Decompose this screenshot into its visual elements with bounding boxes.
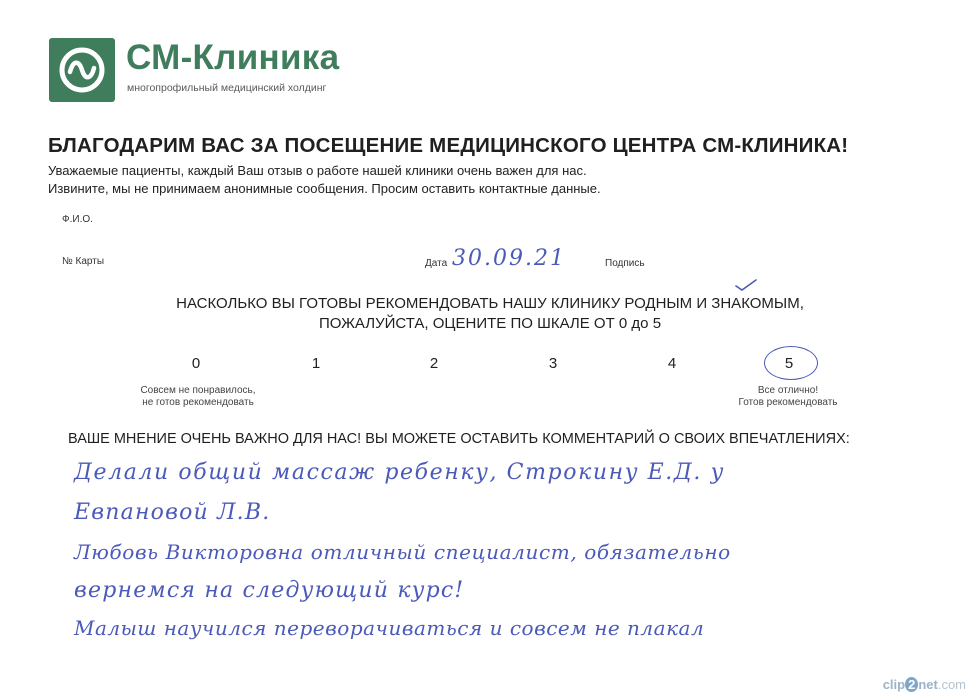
scale-high-note-line-1: Все отлично!	[757, 385, 819, 396]
score-1[interactable]: 1	[311, 355, 321, 372]
comment-line-4: вернемся на следующий курс!	[74, 578, 465, 603]
selected-score-circle	[764, 346, 818, 380]
watermark	[883, 677, 966, 692]
rating-question-line-1: НАСКОЛЬКО ВЫ ГОТОВЫ РЕКОМЕНДОВАТЬ НАШУ КЛИНИКУ РОДНЫМ И ЗНАКОМЫМ,	[176, 295, 804, 312]
comment-line-5: Малыш научился переворачиваться и совсем не плакал	[74, 616, 705, 640]
watermark-part-2: 2	[905, 677, 918, 692]
clinic-logo-icon	[49, 38, 115, 102]
scale-low-note-line-1: Совсем не понравилось,	[140, 385, 256, 396]
brand-subtitle: многопрофильный медицинский холдинг	[127, 82, 327, 94]
fio-label: Ф.И.О.	[62, 214, 93, 225]
comment-heading: ВАШЕ МНЕНИЕ ОЧЕНЬ ВАЖНО ДЛЯ НАС! ВЫ МОЖЕТЕ ОСТАВИТЬ КОММЕНТАРИЙ О СВОИХ ВПЕЧАТЛЕНИЯХ:	[68, 431, 850, 447]
comment-line-1: Делали общий массаж ребенку, Строкину Е.Д. у	[74, 460, 725, 485]
brand-name: СМ-Клиника	[126, 38, 340, 77]
intro-line-2: Извините, мы не принимаем анонимные сообщения. Просим оставить контактные данные.	[48, 181, 601, 196]
scale-low-note	[118, 385, 278, 409]
scale-high-note-line-2: Готов рекомендовать	[738, 397, 838, 408]
signature-label: Подпись	[605, 258, 645, 269]
comment-line-2: Евпановой Л.В.	[74, 500, 271, 525]
scale-low-note-line-2: не готов рекомендовать	[142, 397, 254, 408]
rating-question-line-2: ПОЖАЛУЙСТА, ОЦЕНИТЕ ПО ШКАЛЕ ОТ 0 до 5	[318, 315, 662, 332]
comment-line-3: Любовь Викторовна отличный специалист, обязательно	[74, 540, 731, 564]
date-value: 30.09.21	[452, 246, 566, 271]
watermark-part-3: net	[918, 677, 938, 692]
date-label: Дата	[425, 258, 448, 269]
score-5[interactable]: 5	[784, 355, 794, 372]
intro-line-1: Уважаемые пациенты, каждый Ваш отзыв о работе нашей клиники очень важен для нас.	[48, 163, 587, 178]
watermark-part-1: clip	[882, 677, 906, 692]
score-2[interactable]: 2	[429, 355, 439, 372]
watermark-part-4: .com	[937, 677, 966, 692]
score-4[interactable]: 4	[667, 355, 677, 372]
checkmark-icon	[734, 278, 758, 292]
page-title: БЛАГОДАРИМ ВАС ЗА ПОСЕЩЕНИЕ МЕДИЦИНСКОГО ЦЕНТРА СМ-КЛИНИКА!	[48, 134, 849, 157]
scale-high-note	[718, 385, 858, 409]
card-number-label: № Карты	[62, 256, 105, 267]
score-0[interactable]: 0	[191, 355, 201, 372]
score-3[interactable]: 3	[548, 355, 558, 372]
